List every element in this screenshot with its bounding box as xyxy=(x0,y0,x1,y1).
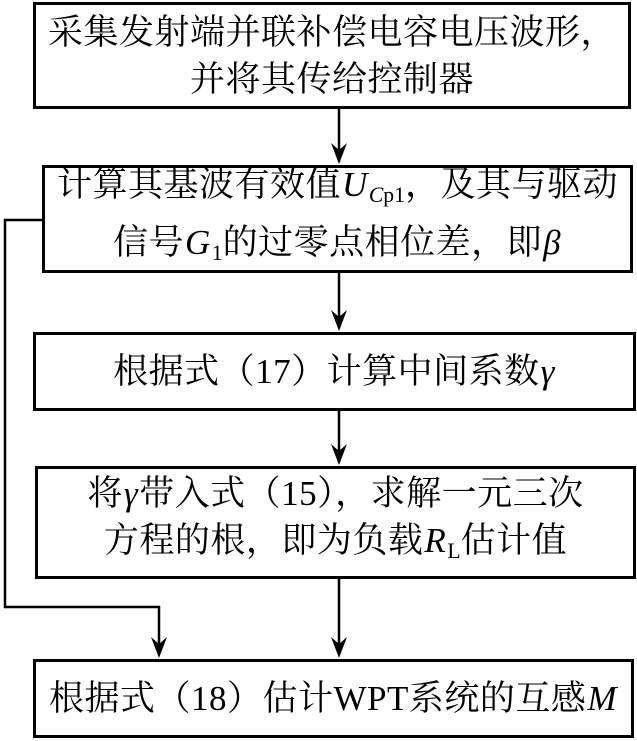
flowchart-step-compute-intermediate-coefficient: 根据式（17）计算中间系数γ xyxy=(33,332,636,411)
flowchart-step-acquire-waveform: 采集发射端并联补偿电容电压波形， 并将其传给控制器 xyxy=(33,2,631,109)
flowchart-step-solve-cubic-for-load: 将γ带入式（15），求解一元三次 方程的根，即为负载RL估计值 xyxy=(35,466,636,579)
arrowhead-down-icon xyxy=(331,310,347,331)
arrowhead-down-icon xyxy=(151,637,167,658)
connector-feedback-step2-step5 xyxy=(5,220,159,654)
flowchart-step-estimate-mutual-inductance: 根据式（18）估计WPT系统的互感M xyxy=(33,659,634,738)
arrowhead-down-icon xyxy=(331,637,347,658)
arrowhead-down-icon xyxy=(331,444,347,465)
flowchart-step-compute-fundamental-rms-and-phase: 计算其基波有效值UCp1，及其与驱动 信号G1的过零点相位差，即β xyxy=(42,165,633,273)
